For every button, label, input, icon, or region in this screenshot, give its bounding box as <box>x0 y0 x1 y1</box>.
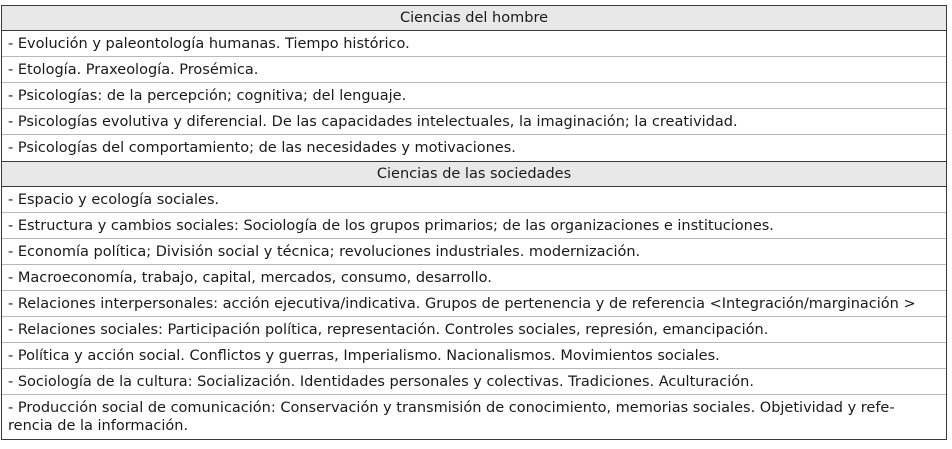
row-text: - Producción social de comunicación: Conservación y transmisión de conocimiento, memorias sociales. Objetividad y refe- rencia de la información. <box>8 400 895 434</box>
row-text: - Etología. Praxeología. Prosémica. <box>8 62 259 78</box>
sciences-table <box>1 5 947 440</box>
table-row <box>2 83 946 109</box>
table-row <box>2 109 946 135</box>
table-row <box>2 187 946 213</box>
table-row <box>2 265 946 291</box>
row-text: - Macroeconomía, trabajo, capital, mercados, consumo, desarrollo. <box>8 270 492 286</box>
row-text: - Psicologías evolutiva y diferencial. De las capacidades intelectuales, la imaginación; la creatividad. <box>8 114 738 130</box>
table-row <box>2 343 946 369</box>
row-text: - Psicologías: de la percepción; cognitiva; del lenguaje. <box>8 88 407 104</box>
row-text: - Espacio y ecología sociales. <box>8 192 220 208</box>
row-text: - Estructura y cambios sociales: Sociología de los grupos primarios; de las organizaciones e instituciones. <box>8 218 774 234</box>
row-text: - Política y acción social. Conflictos y guerras, Imperialismo. Nacionalismos. Movimientos sociales. <box>8 348 720 364</box>
row-text: - Evolución y paleontología humanas. Tiempo histórico. <box>8 36 410 52</box>
table-row <box>2 213 946 239</box>
table-row <box>2 317 946 343</box>
table-row <box>2 57 946 83</box>
table-row <box>2 135 946 161</box>
row-text: - Sociología de la cultura: Socialización. Identidades personales y colectivas. Tradiciones. Aculturación. <box>8 374 754 390</box>
section-header-ciencias-de-las-sociedades: Ciencias de las sociedades <box>2 161 946 187</box>
table-row <box>2 291 946 317</box>
section-header-ciencias-del-hombre: Ciencias del hombre <box>2 6 946 31</box>
row-text: - Psicologías del comportamiento; de las necesidades y motivaciones. <box>8 140 516 156</box>
row-text: - Relaciones interpersonales: acción ejecutiva/indicativa. Grupos de pertenencia y de referencia <Integración/marginación > <box>8 296 916 312</box>
table-row <box>2 31 946 57</box>
table-row <box>2 239 946 265</box>
table-row <box>2 395 946 439</box>
row-text: - Relaciones sociales: Participación política, representación. Controles sociales, represión, emancipación. <box>8 322 769 338</box>
table-row <box>2 369 946 395</box>
row-text: - Economía política; División social y técnica; revoluciones industriales. modernización. <box>8 244 641 260</box>
